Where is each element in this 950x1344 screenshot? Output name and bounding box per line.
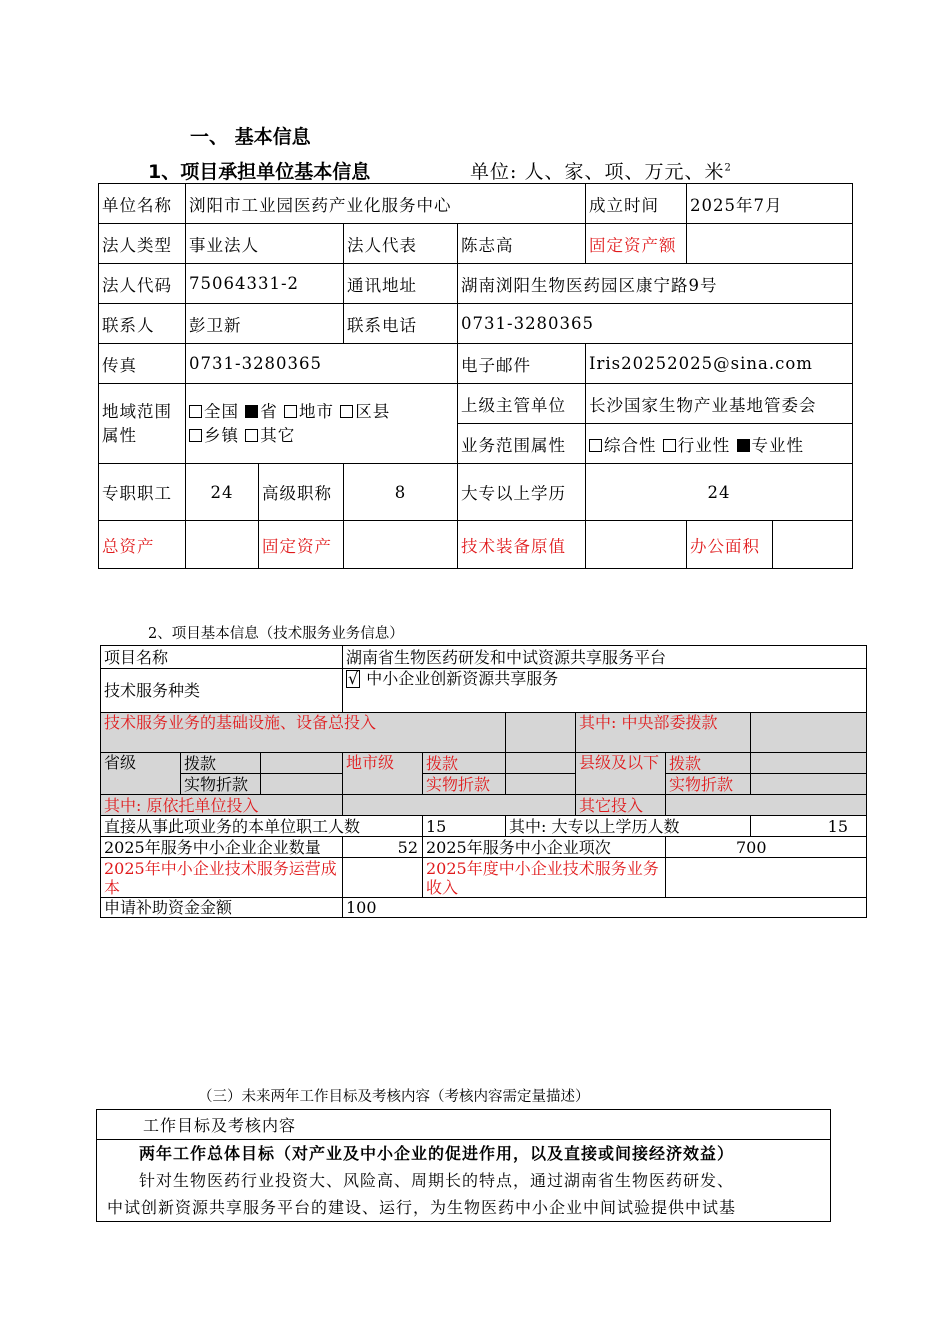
label-county-inkind: 实物折款	[666, 774, 751, 795]
business-option[interactable]: 专业性	[737, 436, 805, 455]
fixed-assets	[344, 521, 458, 569]
checkbox-checked-icon[interactable]	[245, 405, 258, 418]
label-central-alloc: 其中: 中央部委拨款	[576, 713, 751, 753]
sme-items: 700	[666, 837, 867, 858]
business-option[interactable]: 行业性	[663, 436, 731, 455]
region-option[interactable]: 区县	[340, 402, 390, 421]
checkbox-icon[interactable]	[284, 405, 297, 418]
equipment-value	[586, 521, 687, 569]
central-alloc	[751, 713, 867, 753]
sme-count: 52	[343, 837, 423, 858]
direct-staff: 15	[423, 816, 506, 837]
business-option[interactable]: 综合性	[589, 436, 657, 455]
legal-rep: 陈志高	[458, 224, 586, 264]
label-province: 省级	[101, 753, 181, 795]
label-other-input: 其它投入	[576, 795, 666, 816]
label-founded: 成立时间	[586, 184, 687, 224]
college-among: 15	[751, 816, 867, 837]
checkbox-icon[interactable]	[189, 405, 202, 418]
label-phone: 联系电话	[344, 304, 458, 344]
goals-header: 工作目标及考核内容	[97, 1110, 831, 1140]
op-cost	[343, 858, 423, 898]
infra-total	[506, 713, 576, 753]
checkbox-checked-icon[interactable]	[737, 439, 750, 452]
label-subsidy: 申请补助资金金额	[101, 898, 343, 918]
city-inkind	[506, 774, 576, 795]
service-type: √ 中小企业创新资源共享服务	[343, 669, 867, 713]
label-service-type: 技术服务种类	[101, 669, 343, 713]
label-staff: 专职职工	[99, 464, 186, 521]
region-option[interactable]: 乡镇	[189, 426, 239, 445]
region-option[interactable]: 地市	[284, 402, 334, 421]
label-revenue: 2025年度中小企业技术服务业务收入	[423, 858, 666, 898]
unit-info-table	[98, 183, 853, 569]
checkbox-icon[interactable]	[245, 429, 258, 442]
fixed-assets-amount	[687, 224, 853, 264]
label-province-inkind: 实物折款	[181, 774, 261, 795]
label-business-scope: 业务范围属性	[458, 424, 586, 464]
label-infra-total: 技术服务业务的基础设施、设备总投入	[101, 713, 506, 753]
label-address: 通讯地址	[344, 264, 458, 304]
address: 湖南浏阳生物医药园区康宁路9号	[458, 264, 853, 304]
province-inkind	[261, 774, 343, 795]
label-region: 地域范围属性	[99, 384, 186, 464]
county-alloc	[751, 753, 867, 774]
label-email: 电子邮件	[458, 344, 586, 384]
label-county-alloc: 拨款	[666, 753, 751, 774]
sub-heading: 1、项目承担单位基本信息	[148, 161, 371, 183]
unit-name: 浏阳市工业园医药产业化服务中心	[186, 184, 586, 224]
goal-paragraph-line: 中试创新资源共享服务平台的建设、运行，为生物医药中小企业中间试验提供中试基	[107, 1198, 737, 1217]
checkmark-icon: √	[348, 669, 359, 688]
section-heading: 一、 基本信息	[190, 126, 311, 148]
label-total-assets: 总资产	[99, 521, 186, 569]
label-legal-type: 法人类型	[99, 224, 186, 264]
revenue	[666, 858, 867, 898]
overall-goal-heading: 两年工作总体目标（对产业及中小企业的促进作用，以及直接或间接经济效益）	[139, 1144, 735, 1163]
contact-person: 彭卫新	[186, 304, 344, 344]
label-fixed-assets-amount: 固定资产额	[586, 224, 687, 264]
label-senior: 高级职称	[259, 464, 344, 521]
checkbox-icon[interactable]	[340, 405, 353, 418]
label-direct-staff: 直接从事此项业务的本单位职工人数	[101, 816, 423, 837]
province-alloc	[261, 753, 343, 774]
checkbox-icon[interactable]	[663, 439, 676, 452]
region-option[interactable]: 省	[245, 402, 278, 421]
label-unit-name: 单位名称	[99, 184, 186, 224]
email: Iris20252025@sina.com	[586, 344, 853, 384]
region-option[interactable]: 其它	[245, 426, 295, 445]
legal-type: 事业法人	[186, 224, 344, 264]
label-fixed-assets: 固定资产	[259, 521, 344, 569]
region-options	[186, 384, 458, 464]
label-city-inkind: 实物折款	[423, 774, 506, 795]
units-note: 单位: 人、家、项、万元、米$^2$	[470, 161, 732, 183]
supervisor: 长沙国家生物产业基地管委会	[586, 384, 853, 424]
label-college: 大专以上学历	[458, 464, 586, 521]
project-name: 湖南省生物医药研发和中试资源共享服务平台	[343, 646, 867, 669]
business-options	[586, 424, 853, 464]
label-office-area: 办公面积	[687, 521, 773, 569]
founded-date: 2025年7月	[687, 184, 853, 224]
county-inkind	[751, 774, 867, 795]
section2-caption: 2、项目基本信息（技术服务业务信息）	[148, 626, 404, 642]
checkbox-icon[interactable]	[189, 429, 202, 442]
label-city: 地市级	[343, 753, 423, 795]
project-info-table	[100, 645, 867, 918]
city-alloc	[506, 753, 576, 774]
label-org-input: 其中: 原依托单位投入	[101, 795, 343, 816]
legal-code: 75064331-2	[186, 264, 344, 304]
checkbox-icon[interactable]	[589, 439, 602, 452]
label-equipment-value: 技术装备原值	[458, 521, 586, 569]
fax: 0731-3280365	[186, 344, 458, 384]
section3-caption: （三）未来两年工作目标及考核内容（考核内容需定量描述）	[198, 1089, 590, 1105]
region-option[interactable]: 全国	[189, 402, 239, 421]
label-project-name: 项目名称	[101, 646, 343, 669]
label-legal-code: 法人代码	[99, 264, 186, 304]
label-sme-items: 2025年服务中小企业项次	[423, 837, 666, 858]
senior-count: 8	[344, 464, 458, 521]
label-op-cost: 2025年中小企业技术服务运营成本	[101, 858, 343, 898]
label-fax: 传真	[99, 344, 186, 384]
label-college-among: 其中: 大专以上学历人数	[506, 816, 751, 837]
org-input	[343, 795, 576, 816]
label-legal-rep: 法人代表	[344, 224, 458, 264]
label-city-alloc: 拨款	[423, 753, 506, 774]
label-province-alloc: 拨款	[181, 753, 261, 774]
label-county: 县级及以下	[576, 753, 666, 795]
label-supervisor: 上级主管单位	[458, 384, 586, 424]
goal-paragraph-line: 针对生物医药行业投资大、风险高、周期长的特点，通过湖南省生物医药研发、	[139, 1171, 735, 1190]
goals-table	[96, 1109, 831, 1222]
other-input	[666, 795, 867, 816]
total-assets	[186, 521, 259, 569]
goals-content	[97, 1140, 831, 1222]
office-area	[773, 521, 853, 569]
college-count: 24	[586, 464, 853, 521]
subsidy: 100	[343, 898, 867, 918]
label-sme-count: 2025年服务中小企业企业数量	[101, 837, 343, 858]
label-contact: 联系人	[99, 304, 186, 344]
phone: 0731-3280365	[458, 304, 853, 344]
staff-count: 24	[186, 464, 259, 521]
